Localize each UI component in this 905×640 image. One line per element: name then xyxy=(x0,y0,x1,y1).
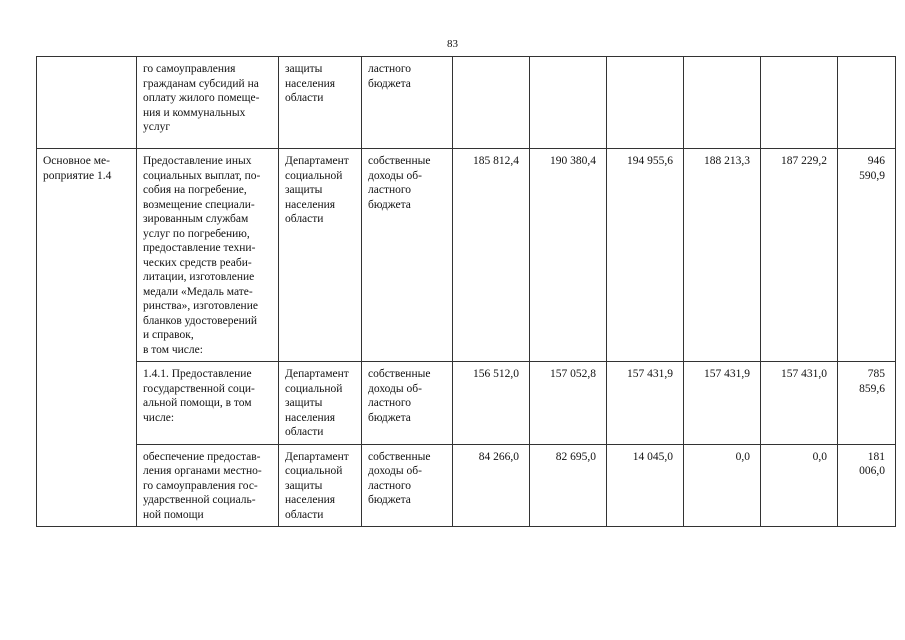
value-cell: 157 431,0 xyxy=(761,362,838,445)
description-cell: го самоуправления гражданам субсидий на оплату жилого помеще- ния и коммунальных услуг xyxy=(137,57,279,149)
value-cell xyxy=(453,57,530,149)
value-cell: 0,0 xyxy=(761,444,838,527)
total-cell: 785 859,6 xyxy=(838,362,896,445)
table-row xyxy=(37,362,896,445)
description-cell: 1.4.1. Предоставление государственной соци- альной помощи, в том числе: xyxy=(137,362,279,445)
value-cell: 190 380,4 xyxy=(530,149,607,362)
value-cell xyxy=(684,57,761,149)
value-cell: 194 955,6 xyxy=(607,149,684,362)
funding-source-cell: собственные доходы об- ластного бюджета xyxy=(362,149,453,362)
activity-name-cell: Основное ме- роприятие 1.4 xyxy=(37,149,137,527)
total-cell: 946 590,9 xyxy=(838,149,896,362)
value-cell: 156 512,0 xyxy=(453,362,530,445)
value-cell: 157 431,9 xyxy=(684,362,761,445)
value-cell xyxy=(607,57,684,149)
executor-cell: Департамент социальной защиты населения области xyxy=(279,149,362,362)
value-cell: 0,0 xyxy=(684,444,761,527)
total-cell xyxy=(838,57,896,149)
executor-cell: Департамент социальной защиты населения области xyxy=(279,444,362,527)
value-cell: 84 266,0 xyxy=(453,444,530,527)
executor-cell: защиты населения области xyxy=(279,57,362,149)
executor-cell: Департамент социальной защиты населения области xyxy=(279,362,362,445)
value-cell: 14 045,0 xyxy=(607,444,684,527)
activity-name-cell xyxy=(37,57,137,149)
total-cell: 181 006,0 xyxy=(838,444,896,527)
funding-source-cell: собственные доходы об- ластного бюджета xyxy=(362,444,453,527)
table-row xyxy=(37,57,896,149)
page-number: 83 xyxy=(447,38,458,50)
value-cell: 185 812,4 xyxy=(453,149,530,362)
funding-source-cell: ластного бюджета xyxy=(362,57,453,149)
description-cell: обеспечение предостав- ления органами местно- го самоуправления гос- ударственной социаль- ной помощи xyxy=(137,444,279,527)
value-cell: 188 213,3 xyxy=(684,149,761,362)
value-cell: 82 695,0 xyxy=(530,444,607,527)
description-cell: Предоставление иных социальных выплат, по- собия на погребение, возмещение специали- зированным службам услуг по погребению, предоставление техни- ческих средств реаби- литации, изготовление медали «Медаль мате- ринства», изготовление бланков удостоверений и справок, в том числе: xyxy=(137,149,279,362)
value-cell xyxy=(530,57,607,149)
funding-source-cell: собственные доходы об- ластного бюджета xyxy=(362,362,453,445)
value-cell: 187 229,2 xyxy=(761,149,838,362)
table-row xyxy=(37,444,896,527)
budget-table xyxy=(36,56,896,527)
value-cell: 157 431,9 xyxy=(607,362,684,445)
value-cell xyxy=(761,57,838,149)
value-cell: 157 052,8 xyxy=(530,362,607,445)
table-row xyxy=(37,149,896,362)
